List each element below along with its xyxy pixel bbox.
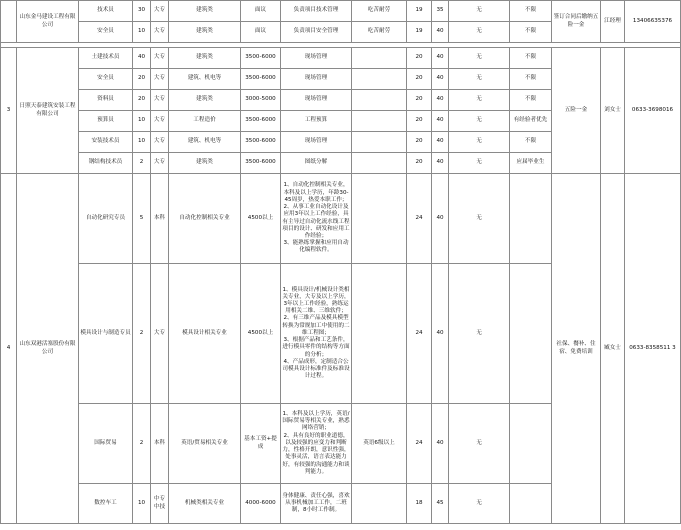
welfare: 社保、餐补、住宿、免费培训 <box>552 174 601 524</box>
major: 建筑、机电等 <box>169 132 241 153</box>
requirements: 现场管理 <box>281 132 352 153</box>
contact-person: 刘女士 <box>601 48 625 174</box>
contact-phone: 0633-8358511 3 <box>625 174 681 524</box>
salary: 3500-6000 <box>241 132 281 153</box>
position: 安装技术员 <box>79 132 133 153</box>
salary: 3500-6000 <box>241 48 281 69</box>
contact-person: 臧女士 <box>601 174 625 524</box>
company-name: 山东双港活塞股份有限公司 <box>17 174 79 524</box>
row-number: 4 <box>1 174 17 524</box>
experience: 无 <box>449 69 510 90</box>
education: 大专 <box>151 264 169 404</box>
position: 预算员 <box>79 111 133 132</box>
age-max: 40 <box>432 22 449 43</box>
headcount: 20 <box>133 69 151 90</box>
age-max: 40 <box>432 174 449 264</box>
headcount: 10 <box>133 22 151 43</box>
position: 自动化研究专员 <box>79 174 133 264</box>
education: 大专 <box>151 48 169 69</box>
age-min: 24 <box>407 404 432 484</box>
age-min: 20 <box>407 69 432 90</box>
position: 模具设计与制造专员 <box>79 264 133 404</box>
requirements: 现场管理 <box>281 48 352 69</box>
age-min: 24 <box>407 174 432 264</box>
education: 大专 <box>151 69 169 90</box>
education: 大专 <box>151 1 169 22</box>
other-requirements <box>352 264 407 404</box>
headcount: 2 <box>133 404 151 484</box>
education: 大专 <box>151 153 169 174</box>
requirements: 1、自动化控制相关专业，本科及以上学历，年龄30-45周岁，热爱本职工作； 2、从事工业自动化设计及应用3年以上工作经验，具有主导过自动化流水线工程项目的设计、研发和应用工作经验； 3、能熟练掌握和应用自动化编程软件。 <box>281 174 352 264</box>
major: 建筑类 <box>169 22 241 43</box>
contact-person: 江经理 <box>601 1 625 43</box>
requirements: 1、模具设计/机械设计类相关专业，大专及以上学历，3年以上工作经验，熟练运用相关二维、三维软件； 2、有三维产品及模具模型转换为常规加工中使用的二维工程图； 3、根据产品和工艺条件，进行模具零件的结构等方面的分析； 4、产品成形，定制适合公司模具设计标准件及标准设计过程。 <box>281 264 352 404</box>
education: 大专 <box>151 111 169 132</box>
contact-phone: 13406635376 <box>625 1 681 43</box>
age-max: 45 <box>432 484 449 524</box>
salary: 3500-6000 <box>241 153 281 174</box>
row-number: 3 <box>1 48 17 174</box>
other-requirements <box>352 174 407 264</box>
age-max: 40 <box>432 69 449 90</box>
age-max: 40 <box>432 153 449 174</box>
experience: 无 <box>449 1 510 22</box>
headcount: 2 <box>133 153 151 174</box>
other-requirements <box>352 484 407 524</box>
region-limit: 不限 <box>510 132 552 153</box>
position: 技术员 <box>79 1 133 22</box>
other-requirements <box>352 48 407 69</box>
position: 钢结构技术员 <box>79 153 133 174</box>
experience: 无 <box>449 484 510 524</box>
age-min: 18 <box>407 484 432 524</box>
other-requirements <box>352 111 407 132</box>
major: 建筑类 <box>169 1 241 22</box>
region-limit: 不限 <box>510 1 552 22</box>
other-requirements <box>352 90 407 111</box>
headcount: 5 <box>133 174 151 264</box>
region-limit: 不限 <box>510 48 552 69</box>
age-max: 40 <box>432 404 449 484</box>
other-requirements <box>352 153 407 174</box>
region-limit: 不限 <box>510 69 552 90</box>
region-limit <box>510 484 552 524</box>
age-max: 40 <box>432 90 449 111</box>
headcount: 10 <box>133 484 151 524</box>
experience: 无 <box>449 264 510 404</box>
requirements: 1、本科及以上学历，英语/国际贸易等相关专业，熟悉网络营销； 2、具有良好的职业道德，以及较强的应变力和判断力，性格开朗，意识性强，处事灵活，语言表达能力好，有较强的沟通能力和谈判能力。 <box>281 404 352 484</box>
major: 自动化控制相关专业 <box>169 174 241 264</box>
region-limit: 应届毕业生 <box>510 153 552 174</box>
other-requirements: 英语6级以上 <box>352 404 407 484</box>
welfare: 签订合同后缴纳五险一金 <box>552 1 601 43</box>
position: 资料员 <box>79 90 133 111</box>
welfare: 五险一金 <box>552 48 601 174</box>
age-max: 40 <box>432 264 449 404</box>
requirements: 负责项目安全管理 <box>281 22 352 43</box>
experience: 无 <box>449 132 510 153</box>
major: 建筑类 <box>169 48 241 69</box>
education: 中专中技 <box>151 484 169 524</box>
experience: 无 <box>449 174 510 264</box>
age-max: 40 <box>432 132 449 153</box>
position: 国际贸易 <box>79 404 133 484</box>
position: 土建技术员 <box>79 48 133 69</box>
requirements: 现场管理 <box>281 69 352 90</box>
other-requirements: 吃苦耐劳 <box>352 22 407 43</box>
requirements: 负责项目技术管理 <box>281 1 352 22</box>
age-max: 35 <box>432 1 449 22</box>
company-name: 日照天泰建筑安装工程有限公司 <box>17 48 79 174</box>
salary: 4500以上 <box>241 264 281 404</box>
age-min: 20 <box>407 48 432 69</box>
age-min: 20 <box>407 111 432 132</box>
headcount: 20 <box>133 90 151 111</box>
other-requirements <box>352 132 407 153</box>
table-row <box>1 1 681 22</box>
education: 本科 <box>151 404 169 484</box>
table-row <box>1 48 681 69</box>
salary: 4000-6000 <box>241 484 281 524</box>
position: 安全员 <box>79 22 133 43</box>
experience: 无 <box>449 22 510 43</box>
row-number <box>1 1 17 43</box>
major: 模具设计相关专业 <box>169 264 241 404</box>
salary: 面议 <box>241 1 281 22</box>
company-name: 山东金马建设工程有限公司 <box>17 1 79 43</box>
major: 建筑、机电等 <box>169 69 241 90</box>
age-min: 20 <box>407 132 432 153</box>
age-min: 20 <box>407 90 432 111</box>
headcount: 30 <box>133 1 151 22</box>
other-requirements <box>352 69 407 90</box>
requirements: 现场管理 <box>281 90 352 111</box>
region-limit <box>510 404 552 484</box>
age-min: 24 <box>407 264 432 404</box>
region-limit: 不限 <box>510 22 552 43</box>
salary: 3000-5000 <box>241 90 281 111</box>
salary: 3500-6000 <box>241 69 281 90</box>
education: 大专 <box>151 90 169 111</box>
position: 数控车工 <box>79 484 133 524</box>
requirements: 工程预算 <box>281 111 352 132</box>
age-min: 19 <box>407 1 432 22</box>
requirements: 图纸分解 <box>281 153 352 174</box>
salary: 3500-6000 <box>241 111 281 132</box>
table-row <box>1 174 681 264</box>
age-min: 19 <box>407 22 432 43</box>
experience: 无 <box>449 90 510 111</box>
age-max: 40 <box>432 111 449 132</box>
salary: 面议 <box>241 22 281 43</box>
contact-phone: 0633-3698016 <box>625 48 681 174</box>
region-limit: 有经验者优先 <box>510 111 552 132</box>
headcount: 40 <box>133 48 151 69</box>
education: 大专 <box>151 22 169 43</box>
age-max: 40 <box>432 48 449 69</box>
major: 英语/贸易相关专业 <box>169 404 241 484</box>
headcount: 10 <box>133 132 151 153</box>
education: 本科 <box>151 174 169 264</box>
major: 建筑类 <box>169 153 241 174</box>
region-limit: 不限 <box>510 90 552 111</box>
headcount: 10 <box>133 111 151 132</box>
experience: 无 <box>449 48 510 69</box>
major: 工程造价 <box>169 111 241 132</box>
education: 大专 <box>151 132 169 153</box>
headcount: 2 <box>133 264 151 404</box>
other-requirements: 吃苦耐劳 <box>352 1 407 22</box>
requirements: 身体健康、责任心强，喜欢从事机械加工工作，二班制，8小时工作制。 <box>281 484 352 524</box>
age-min: 20 <box>407 153 432 174</box>
region-limit <box>510 174 552 264</box>
major: 机械类相关专业 <box>169 484 241 524</box>
salary: 4500以上 <box>241 174 281 264</box>
experience: 无 <box>449 153 510 174</box>
experience: 无 <box>449 404 510 484</box>
major: 建筑类 <box>169 90 241 111</box>
experience: 无 <box>449 111 510 132</box>
position: 安全员 <box>79 69 133 90</box>
region-limit <box>510 264 552 404</box>
salary: 基本工资+提成 <box>241 404 281 484</box>
